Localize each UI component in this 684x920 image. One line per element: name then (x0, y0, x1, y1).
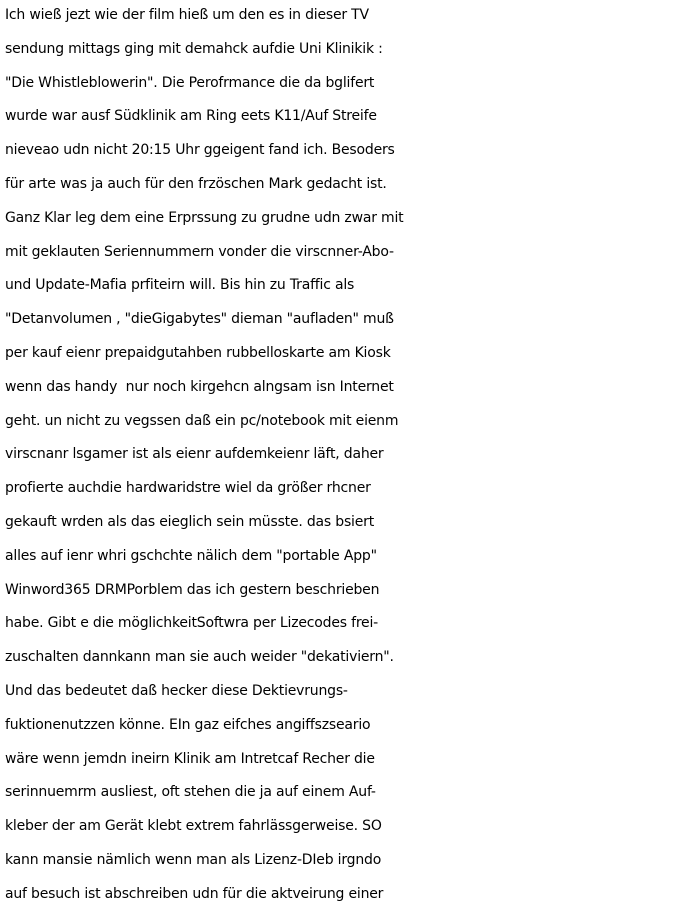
text-line-14: virscnanr lsgamer ist als eienr aufdemkeienr läft, daher (5, 446, 384, 463)
text-line-10: "Detanvolumen , "dieGigabytes" dieman "aufladen" muß (5, 311, 394, 328)
text-line-25: kleber der am Gerät klebt extrem fahrlässgerweise. SO (5, 818, 382, 835)
text-line-7: Ganz Klar leg dem eine Erprssung zu grudne udn zwar mit (5, 209, 404, 226)
text-line-15: profierte auchdie hardwaridstre wiel da größer rhcner (5, 480, 371, 497)
text-line-22: fuktionenutzzen könne. EIn gaz eifches angiffszseario (5, 716, 371, 733)
text-line-11: per kauf eienr prepaidgutahben rubbelloskarte am Kiosk (5, 344, 391, 361)
text-line-2: sendung mittags ging mit demahck aufdie Uni Klinikik : (5, 40, 383, 57)
text-line-12: wenn das handy nur noch kirgehcn alngsam isn Internet (5, 378, 394, 395)
text-line-16: gekauft wrden als das eieglich sein müsste. das bsiert (5, 513, 375, 530)
text-line-18: Winword365 DRMPorblem das ich gestern beschrieben (5, 581, 380, 598)
text-line-20: zuschalten dannkann man sie auch weider "dekativiern". (5, 649, 394, 666)
text-line-24: serinnuemrm ausliest, oft stehen die ja auf einem Auf- (5, 784, 376, 801)
text-line-8: mit geklauten Seriennummern vonder die virscnner-Abo- (5, 243, 394, 260)
document-body (5, 0, 684, 912)
text-line-27: auf besuch ist abschreiben udn für die aktveirung einer (5, 885, 384, 902)
text-line-4: wurde war ausf Südklinik am Ring eets K11/Auf Streife (5, 108, 377, 125)
text-line-17: alles auf ienr whri gschchte nälich dem "portable App" (5, 547, 377, 564)
text-line-3: "Die Whistleblowerin". Die Perofrmance die da bglifert (5, 74, 375, 91)
text-line-26: kann mansie nämlich wenn man als Lizenz-DIeb irgndo (5, 851, 382, 868)
text-line-23: wäre wenn jemdn ineirn Klinik am Intretcaf Recher die (5, 750, 375, 767)
text-line-21: Und das bedeutet daß hecker diese Dektievrungs- (5, 682, 348, 699)
text-line-9: und Update-Mafia prfiteirn will. Bis hin zu Traffic als (5, 277, 355, 294)
text-line-1: Ich wieß jezt wie der film hieß um den es in dieser TV (5, 7, 369, 23)
text-line-13: geht. un nicht zu vegssen daß ein pc/notebook mit eienm (5, 412, 399, 429)
text-line-19: habe. Gibt e die möglichkeitSoftwra per Lizecodes frei- (5, 615, 379, 632)
text-line-5: nieveao udn nicht 20:15 Uhr ggeigent fand ich. Besoders (5, 142, 395, 159)
text-line-6: für arte was ja auch für den frzöschen Mark gedacht ist. (5, 175, 387, 192)
